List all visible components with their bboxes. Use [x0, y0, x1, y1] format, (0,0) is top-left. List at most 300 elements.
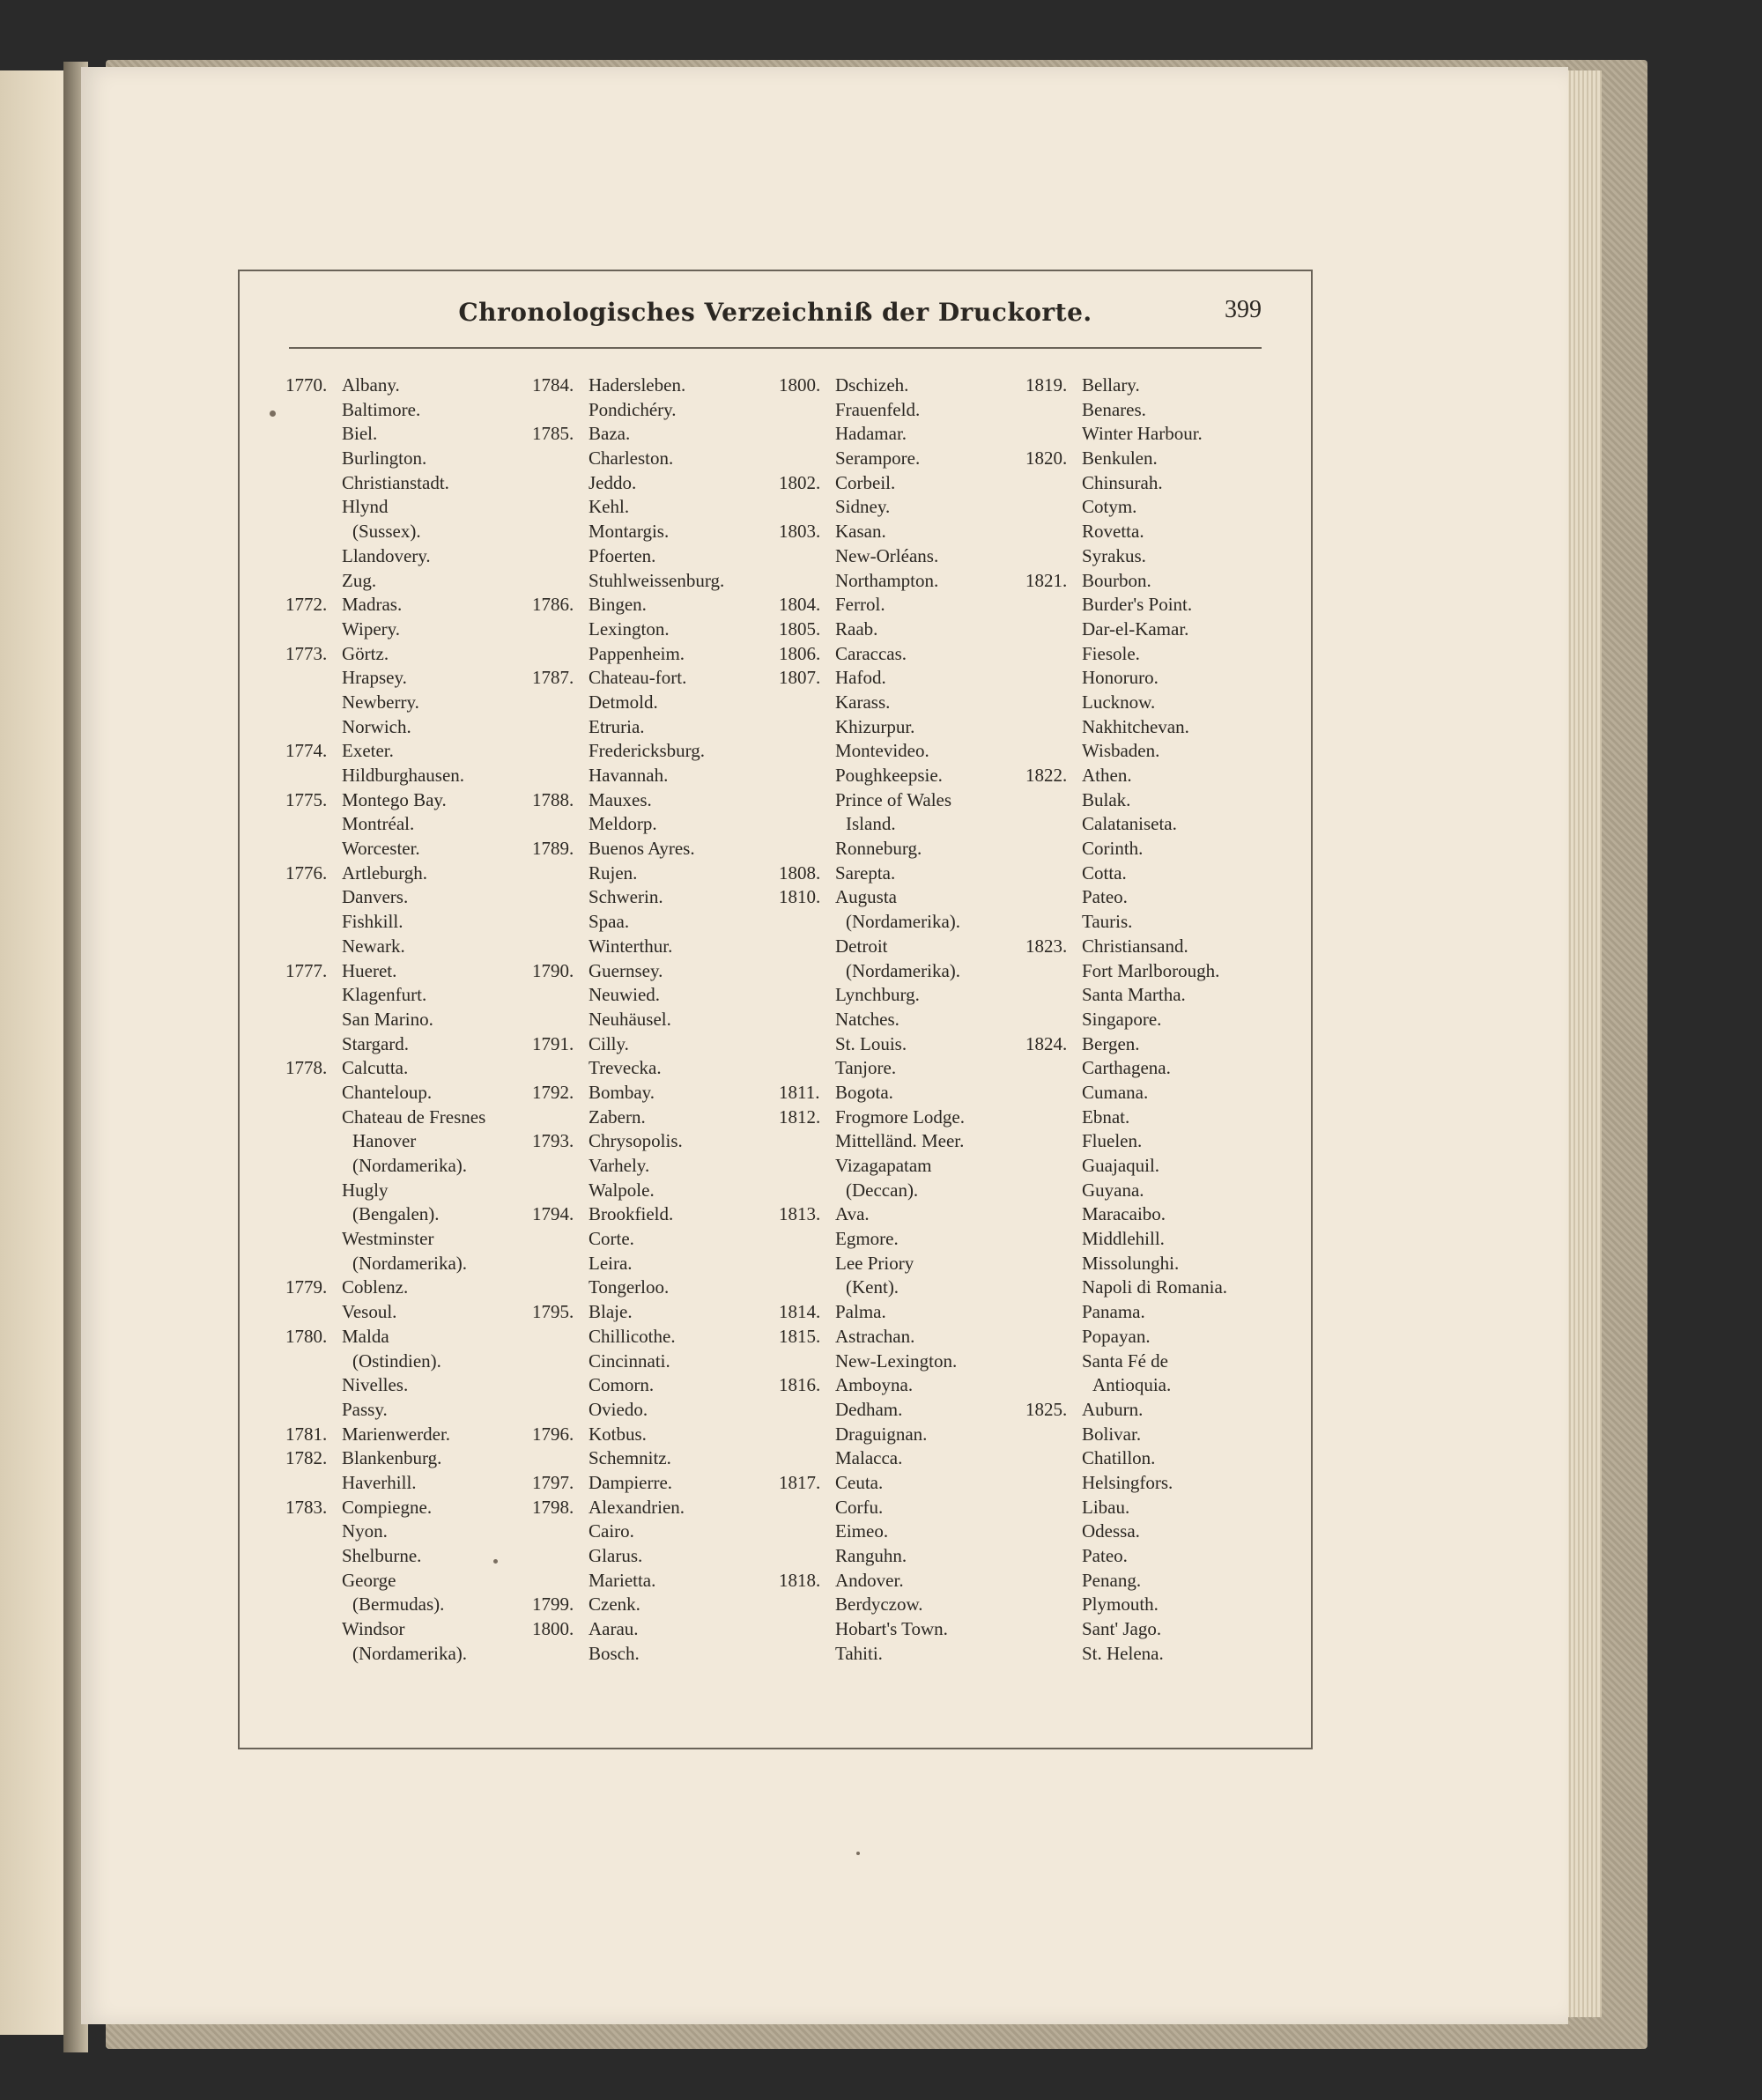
entry-place: (Sussex). [352, 521, 421, 543]
entry-place: Vesoul. [342, 1301, 397, 1323]
index-entry [1025, 1446, 1290, 1471]
entry-place: Kotbus. [589, 1423, 647, 1445]
index-entry [1025, 1179, 1290, 1203]
index-entry [532, 691, 796, 715]
entry-place: Amboyna. [835, 1374, 914, 1396]
column-4 [1025, 373, 1290, 1666]
index-entry [779, 373, 1043, 398]
entry-place: Schwerin. [589, 886, 663, 908]
entry-year: 1823. [1025, 935, 1068, 957]
index-entry [285, 495, 550, 520]
entry-place: Dschizeh. [835, 374, 909, 396]
index-entry [532, 1300, 796, 1325]
column-1 [285, 373, 550, 1666]
index-entry [779, 1349, 1043, 1374]
index-entry [1025, 1423, 1290, 1447]
entry-place: Bolivar. [1082, 1423, 1142, 1445]
index-entry [779, 569, 1043, 594]
index-entry [285, 715, 550, 740]
entry-place: (Nordamerika). [352, 1155, 468, 1176]
index-entry [1025, 1227, 1290, 1252]
entry-place: Kehl. [589, 496, 630, 518]
entry-place: Cairo. [589, 1520, 634, 1542]
entry-place: Palma. [835, 1301, 886, 1323]
entry-place: Chinsurah. [1082, 471, 1163, 493]
index-entry [532, 569, 796, 594]
entry-place: Hrapsey. [342, 667, 407, 689]
entry-year: 1817. [779, 1471, 821, 1493]
entry-place: Sant' Jago. [1082, 1618, 1162, 1640]
entry-year: 1822. [1025, 765, 1068, 786]
entry-place: Natches. [835, 1008, 900, 1030]
entry-place: Corfu. [835, 1496, 884, 1518]
entry-place: Tongerloo. [589, 1276, 670, 1298]
entry-year: 1775. [285, 788, 328, 810]
column-3 [779, 373, 1043, 1666]
entry-place: Ferrol. [835, 594, 885, 616]
index-entry [285, 1105, 550, 1130]
entry-year: 1803. [779, 521, 821, 543]
entry-place: Comorn. [589, 1374, 655, 1396]
index-entry [285, 1520, 550, 1544]
index-entry [285, 959, 550, 984]
entry-year: 1811. [779, 1081, 820, 1103]
entry-place: Raab. [835, 617, 878, 640]
entry-place: Alexandrien. [589, 1496, 685, 1518]
entry-year: 1812. [779, 1105, 821, 1128]
index-entry [779, 1569, 1043, 1593]
index-entry [1025, 885, 1290, 910]
index-entry [532, 1325, 796, 1349]
entry-place: Corbeil. [835, 471, 896, 493]
index-entry [779, 1227, 1043, 1252]
entry-place: Westminster [342, 1228, 434, 1250]
entry-place: Detmold. [589, 691, 658, 713]
index-entry [1025, 837, 1290, 861]
entry-place: Christiansand. [1082, 935, 1188, 957]
entry-place: St. Louis. [835, 1032, 907, 1054]
entry-place: Compiegne. [342, 1496, 433, 1518]
index-entry [532, 1496, 796, 1520]
index-entry [1025, 1520, 1290, 1544]
index-entry [285, 1227, 550, 1252]
paper-speck [856, 1852, 860, 1855]
index-entry [779, 983, 1043, 1008]
entry-place: Panama. [1082, 1301, 1145, 1323]
index-entry [532, 1227, 796, 1252]
index-entry [532, 1349, 796, 1374]
index-entry [532, 861, 796, 886]
index-entry [779, 764, 1043, 788]
entry-year: 1800. [779, 374, 821, 396]
entry-place: Havannah. [589, 765, 669, 786]
book-page [81, 67, 1568, 2024]
entry-place: Pondichéry. [589, 398, 677, 420]
index-entry [285, 837, 550, 861]
entry-place: Sidney. [835, 496, 891, 518]
entry-year: 1807. [779, 667, 821, 689]
entry-place: (Nordamerika). [352, 1252, 468, 1274]
index-entry [779, 1129, 1043, 1154]
index-entry [285, 1032, 550, 1057]
index-entry [1025, 1300, 1290, 1325]
entry-place: Albany. [342, 374, 400, 396]
index-entry [1025, 1129, 1290, 1154]
index-entry [285, 422, 550, 447]
entry-place: Burlington. [342, 447, 427, 470]
entry-place: Andover. [835, 1569, 904, 1591]
index-entry [532, 520, 796, 544]
index-entry [779, 1154, 1043, 1179]
index-entry [285, 642, 550, 667]
entry-place: Northampton. [835, 569, 939, 591]
entry-year: 1778. [285, 1057, 328, 1079]
entry-place: New-Lexington. [835, 1349, 958, 1372]
index-entry [1025, 983, 1290, 1008]
index-entry [285, 1056, 550, 1081]
entry-place: Nyon. [342, 1520, 388, 1542]
entry-place: Glarus. [589, 1545, 643, 1566]
index-entry [1025, 1325, 1290, 1349]
entry-place: Bombay. [589, 1081, 655, 1103]
entry-place: Hugly [342, 1179, 389, 1201]
entry-place: Etruria. [589, 715, 645, 737]
index-entry [1025, 398, 1290, 423]
index-entry [532, 1520, 796, 1544]
index-entry [532, 1154, 796, 1179]
entry-place: Norwich. [342, 715, 411, 737]
entry-place: Winter Harbour. [1082, 423, 1203, 445]
entry-place: Varhely. [589, 1155, 650, 1176]
index-entry [779, 1105, 1043, 1130]
entry-place: Bogota. [835, 1081, 893, 1103]
entry-place: Antioquia. [1092, 1374, 1172, 1396]
index-entry [532, 422, 796, 447]
index-entry [532, 544, 796, 569]
entry-year: 1795. [532, 1301, 574, 1323]
entry-place: Santa Martha. [1082, 984, 1186, 1006]
entry-year: 1789. [532, 838, 574, 860]
index-entry [779, 1617, 1043, 1642]
entry-year: 1779. [285, 1276, 328, 1298]
index-entry [779, 812, 1043, 837]
index-entry [532, 1423, 796, 1447]
index-entry [779, 544, 1043, 569]
entry-place: Athen. [1082, 765, 1132, 786]
entry-place: Passy. [342, 1398, 388, 1420]
index-entry [779, 1179, 1043, 1203]
index-entry [285, 666, 550, 691]
index-entry [1025, 1617, 1290, 1642]
entry-place: Tauris. [1082, 911, 1133, 933]
entry-year: 1783. [285, 1496, 328, 1518]
entry-place: Hafod. [835, 667, 886, 689]
entry-place: Cilly. [589, 1032, 629, 1054]
entry-place: Worcester. [342, 838, 420, 860]
entry-year: 1819. [1025, 374, 1068, 396]
entry-year: 1797. [532, 1471, 574, 1493]
index-entry [532, 885, 796, 910]
entry-place: Newberry. [342, 691, 419, 713]
entry-place: Rujen. [589, 861, 638, 884]
index-entry [1025, 1202, 1290, 1227]
entry-place: Ebnat. [1082, 1105, 1130, 1128]
index-entry [1025, 373, 1290, 398]
index-entry [532, 617, 796, 642]
index-entry [285, 1081, 550, 1105]
index-entry [285, 1398, 550, 1423]
entry-place: (Nordamerika). [846, 911, 961, 933]
index-entry [779, 1471, 1043, 1496]
entry-year: 1788. [532, 788, 574, 810]
index-entry [1025, 935, 1290, 959]
index-entry [779, 959, 1043, 984]
index-entry [532, 837, 796, 861]
entry-place: Eimeo. [835, 1520, 889, 1542]
index-entry [285, 739, 550, 764]
entry-place: Guajaquil. [1082, 1155, 1160, 1176]
entry-year: 1825. [1025, 1398, 1068, 1420]
index-entry [1025, 1544, 1290, 1569]
index-entry [1025, 1398, 1290, 1423]
entry-place: Zug. [342, 569, 377, 591]
entry-place: Fishkill. [342, 911, 403, 933]
entry-place: Bosch. [589, 1642, 640, 1664]
entry-place: Marietta. [589, 1569, 656, 1591]
entry-place: Egmore. [835, 1228, 899, 1250]
index-entry [1025, 788, 1290, 813]
index-entry [532, 1081, 796, 1105]
entry-year: 1785. [532, 423, 574, 445]
index-entry [1025, 739, 1290, 764]
index-entry [285, 471, 550, 496]
index-entry [285, 885, 550, 910]
entry-place: Pfoerten. [589, 544, 656, 566]
entry-place: Bingen. [589, 594, 647, 616]
index-entry [285, 1349, 550, 1374]
index-entry [779, 520, 1043, 544]
entry-place: Karass. [835, 691, 891, 713]
entry-place: Biel. [342, 423, 378, 445]
entry-place: Odessa. [1082, 1520, 1140, 1542]
entry-place: Nakhitchevan. [1082, 715, 1189, 737]
entry-place: Buenos Ayres. [589, 838, 695, 860]
entry-place: Neuwied. [589, 984, 661, 1006]
index-entry [1025, 1642, 1290, 1667]
index-entry [532, 1446, 796, 1471]
index-entry [1025, 764, 1290, 788]
entry-year: 1813. [779, 1203, 821, 1225]
index-entry [532, 1398, 796, 1423]
index-entry [532, 910, 796, 935]
entry-year: 1806. [779, 642, 821, 664]
entry-place: Kasan. [835, 521, 886, 543]
index-entry [779, 691, 1043, 715]
entry-place: (Bengalen). [352, 1203, 440, 1225]
index-entry [285, 1325, 550, 1349]
index-entry [779, 1202, 1043, 1227]
entry-place: Bourbon. [1082, 569, 1151, 591]
entry-place: Wisbaden. [1082, 740, 1160, 762]
index-entry [779, 422, 1043, 447]
entry-place: Hobart's Town. [835, 1618, 948, 1640]
entry-place: Blaje. [589, 1301, 633, 1323]
entry-place: Malda [342, 1325, 389, 1347]
entry-year: 1808. [779, 861, 821, 884]
index-entry [285, 1423, 550, 1447]
entry-place: Tanjore. [835, 1057, 897, 1079]
index-entry [532, 471, 796, 496]
index-entry [285, 1008, 550, 1032]
index-entry [779, 447, 1043, 471]
index-entry [532, 1569, 796, 1593]
entry-place: Astrachan. [835, 1325, 915, 1347]
entry-place: Newark. [342, 935, 405, 957]
entry-place: Nivelles. [342, 1374, 409, 1396]
entry-place: Brookfield. [589, 1203, 674, 1225]
entry-year: 1777. [285, 959, 328, 981]
index-entry [1025, 1471, 1290, 1496]
index-entry [1025, 1008, 1290, 1032]
index-entry [532, 1252, 796, 1276]
index-entry [285, 447, 550, 471]
entry-place: Ranguhn. [835, 1545, 907, 1566]
entry-place: Blankenburg. [342, 1447, 442, 1469]
entry-place: Shelburne. [342, 1545, 422, 1566]
entry-place: Bulak. [1082, 788, 1131, 810]
index-entry [1025, 1154, 1290, 1179]
index-entry [532, 447, 796, 471]
entry-place: (Nordamerika). [846, 959, 961, 981]
entry-place: New-Orléans. [835, 544, 939, 566]
entry-place: Pateo. [1082, 886, 1128, 908]
index-entry [532, 1544, 796, 1569]
entry-place: Meldorp. [589, 813, 657, 835]
entry-place: Missolunghi. [1082, 1252, 1180, 1274]
entry-place: Montevideo. [835, 740, 929, 762]
entry-year: 1814. [779, 1301, 821, 1323]
page-number: 399 [1225, 296, 1262, 323]
entry-year: 1776. [285, 861, 328, 884]
index-entry [1025, 861, 1290, 886]
entry-place: Chrysopolis. [589, 1130, 683, 1152]
entry-place: Tahiti. [835, 1642, 883, 1664]
entry-place: Dar-el-Kamar. [1082, 617, 1189, 640]
index-entry [285, 1569, 550, 1593]
entry-place: Benares. [1082, 398, 1146, 420]
entry-place: Charleston. [589, 447, 674, 470]
entry-place: Hueret. [342, 959, 397, 981]
entry-year: 1799. [532, 1593, 574, 1616]
index-entry [779, 1423, 1043, 1447]
index-entry [779, 1593, 1043, 1617]
entry-place: Hlynd [342, 496, 389, 518]
index-entry [1025, 1056, 1290, 1081]
entry-place: Haverhill. [342, 1471, 417, 1493]
entry-place: Artleburgh. [342, 861, 428, 884]
entry-year: 1782. [285, 1447, 328, 1469]
index-entry [532, 1276, 796, 1300]
entry-place: Mauxes. [589, 788, 652, 810]
entry-place: Hanover [352, 1130, 417, 1152]
entry-place: Marienwerder. [342, 1423, 451, 1445]
entry-place: Chanteloup. [342, 1081, 433, 1103]
index-entry [285, 1544, 550, 1569]
entry-year: 1794. [532, 1203, 574, 1225]
index-entry [779, 715, 1043, 740]
entry-place: Montego Bay. [342, 788, 447, 810]
entry-place: Hadersleben. [589, 374, 686, 396]
entry-place: Guyana. [1082, 1179, 1144, 1201]
index-entry [532, 1593, 796, 1617]
index-entry [779, 1544, 1043, 1569]
entry-place: Montréal. [342, 813, 415, 835]
entry-place: Helsingfors. [1082, 1471, 1173, 1493]
entry-place: Santa Fé de [1082, 1349, 1168, 1372]
index-entry [779, 495, 1043, 520]
index-entry [779, 398, 1043, 423]
entry-place: Singapore. [1082, 1008, 1162, 1030]
index-entry [285, 983, 550, 1008]
entry-year: 1805. [779, 617, 821, 640]
index-entry [779, 739, 1043, 764]
index-entry [1025, 1252, 1290, 1276]
index-entry [285, 861, 550, 886]
entry-place: Popayan. [1082, 1325, 1151, 1347]
index-entry [779, 666, 1043, 691]
index-entry [532, 373, 796, 398]
entry-place: George [342, 1569, 396, 1591]
entry-place: Plymouth. [1082, 1593, 1159, 1616]
entry-year: 1772. [285, 594, 328, 616]
entry-place: Baltimore. [342, 398, 421, 420]
index-entry [532, 666, 796, 691]
index-entry [779, 1642, 1043, 1667]
index-entry [1025, 1276, 1290, 1300]
entry-place: Baza. [589, 423, 631, 445]
entry-place: Spaa. [589, 911, 630, 933]
entry-place: Lexington. [589, 617, 670, 640]
entry-place: Hadamar. [835, 423, 907, 445]
entry-place: (Bermudas). [352, 1593, 445, 1616]
entry-place: Schemnitz. [589, 1447, 671, 1469]
entry-place: Berdyczow. [835, 1593, 923, 1616]
entry-year: 1802. [779, 471, 821, 493]
index-entry [1025, 1032, 1290, 1057]
running-title: Chronologisches Verzeichniß der Druckorte. [458, 298, 1092, 327]
entry-year: 1780. [285, 1325, 328, 1347]
entry-place: Prince of Wales [835, 788, 952, 810]
index-entry [532, 764, 796, 788]
entry-place: Christianstadt. [342, 471, 449, 493]
entry-place: Pappenheim. [589, 642, 685, 664]
index-entry [1025, 593, 1290, 617]
entry-place: Sarepta. [835, 861, 896, 884]
index-entry [532, 935, 796, 959]
entry-place: Stuhlweissenburg. [589, 569, 725, 591]
index-entry [1025, 910, 1290, 935]
entry-place: Maracaibo. [1082, 1203, 1166, 1225]
entry-place: Zabern. [589, 1105, 646, 1128]
index-entry [779, 471, 1043, 496]
index-entry [779, 593, 1043, 617]
entry-place: Chateau-fort. [589, 667, 687, 689]
index-entry [285, 764, 550, 788]
entry-year: 1821. [1025, 569, 1068, 591]
entry-year: 1815. [779, 1325, 821, 1347]
entry-place: Chateau de Fresnes [342, 1105, 486, 1128]
entry-place: Frogmore Lodge. [835, 1105, 965, 1128]
